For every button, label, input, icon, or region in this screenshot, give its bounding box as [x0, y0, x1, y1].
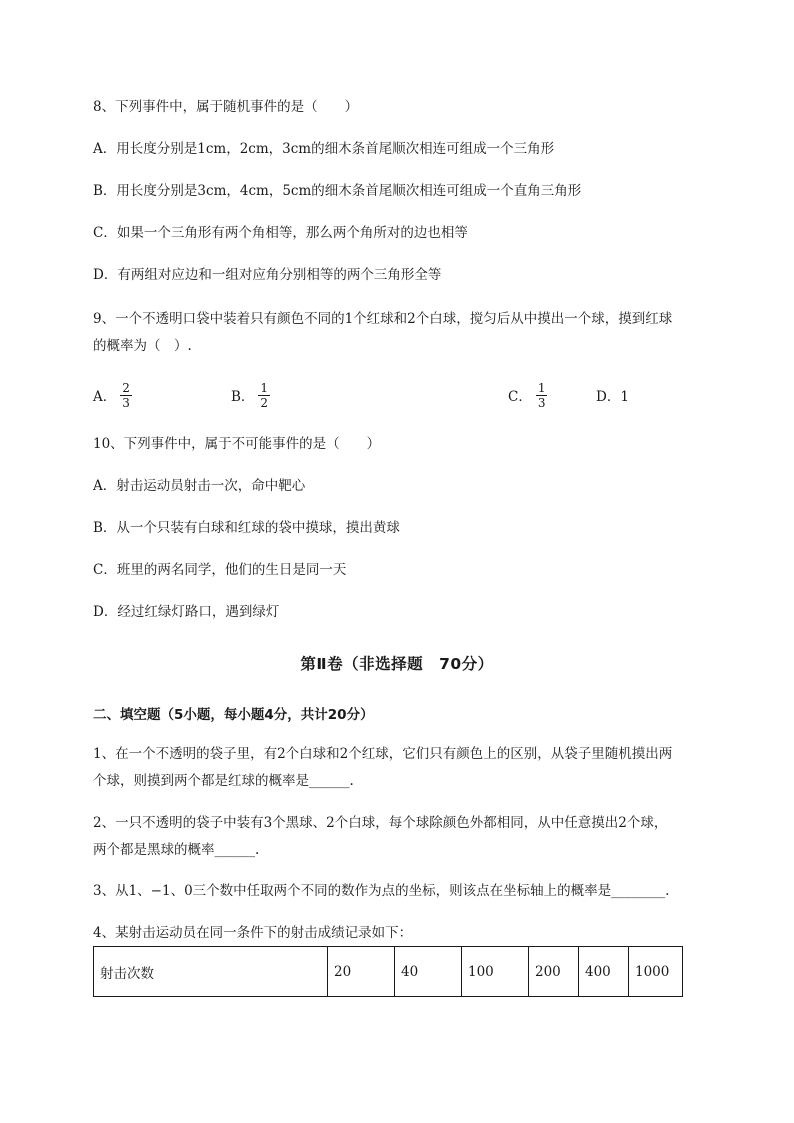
q9-stem-line1: 9、一个不透明口袋中装着只有颜色不同的1个红球和2个白球，搅匀后从中摸出一个球，摸到红球	[93, 311, 673, 327]
q9-option-b	[231, 378, 270, 412]
q10-option-d: D．经过红绿灯路口，遇到绿灯	[93, 604, 280, 620]
q9-option-c-fraction	[536, 381, 548, 410]
table-row	[94, 947, 683, 997]
table-cell: 40	[395, 947, 462, 997]
fraction-denominator: 3	[122, 395, 130, 410]
q9-option-a	[93, 378, 132, 412]
q9-stem-line2: 的概率为（ ）.	[93, 338, 192, 354]
fill-in-section-heading: 二、填空题（5小题，每小题4分，共计20分）	[93, 707, 374, 723]
fill-question-4: 4、某射击运动员在同一条件下的射击成绩记录如下：	[93, 925, 413, 941]
q8-option-c: C．如果一个三角形有两个角相等，那么两个角所对的边也相等	[93, 225, 468, 241]
q8-option-b: B．用长度分别是3cm，4cm，5cm的细木条首尾顺次相连可组成一个直角三角形	[93, 183, 582, 199]
table-cell: 20	[328, 947, 395, 997]
q8-option-a: A．用长度分别是1cm，2cm，3cm的细木条首尾顺次相连可组成一个三角形	[93, 141, 555, 157]
part-2-title: 第Ⅱ卷（非选择题 70分）	[300, 655, 494, 673]
fill-q2-line2: 两个都是黑球的概率______.	[93, 842, 260, 858]
fraction-numerator: 1	[537, 380, 546, 395]
shooting-record-table	[93, 946, 683, 997]
table-cell: 400	[579, 947, 629, 997]
table-row-label: 射击次数	[94, 947, 328, 997]
q10-stem: 10、下列事件中，属于不可能事件的是（ ）	[93, 436, 381, 452]
q9-option-a-fraction	[120, 381, 132, 410]
q8-stem: 8、下列事件中，属于随机事件的是（ ）	[93, 99, 359, 115]
q8-option-d: D．有两组对应边和一组对应角分别相等的两个三角形全等	[93, 267, 442, 283]
table-cell: 200	[529, 947, 579, 997]
q9-option-c	[508, 378, 547, 412]
q9-option-b-fraction	[258, 381, 270, 410]
q9-option-b-label: B．	[231, 389, 255, 405]
table-cell: 100	[462, 947, 529, 997]
q10-option-a: A．射击运动员射击一次，命中靶心	[93, 478, 306, 494]
fill-question-3: 3、从1、−1、0三个数中任取两个不同的数作为点的坐标，则该点在坐标轴上的概率是________.	[93, 883, 670, 899]
q9-option-d-label: D．1	[596, 389, 629, 405]
q10-option-c: C．班里的两名同学，他们的生日是同一天	[93, 562, 347, 578]
q9-option-a-label: A．	[93, 389, 117, 405]
q9-option-c-label: C．	[508, 389, 532, 405]
fraction-denominator: 2	[260, 395, 269, 410]
q9-option-d	[596, 378, 629, 412]
q10-option-b: B．从一个只装有白球和红球的袋中摸球，摸出黄球	[93, 520, 400, 536]
fraction-denominator: 3	[537, 395, 546, 410]
fraction-numerator: 2	[122, 380, 130, 395]
table-cell: 1000	[629, 947, 683, 997]
fraction-numerator: 1	[260, 380, 269, 395]
fill-q2-line1: 2、一只不透明的袋子中装有3个黑球、2个白球，每个球除颜色外都相同，从中任意摸出2个球，	[93, 815, 668, 831]
fill-q1-line1: 1、在一个不透明的袋子里，有2个白球和2个红球，它们只有颜色上的区别，从袋子里随机摸出两	[93, 746, 673, 762]
fill-q1-line2: 个球，则摸到两个都是红球的概率是______.	[93, 773, 354, 789]
